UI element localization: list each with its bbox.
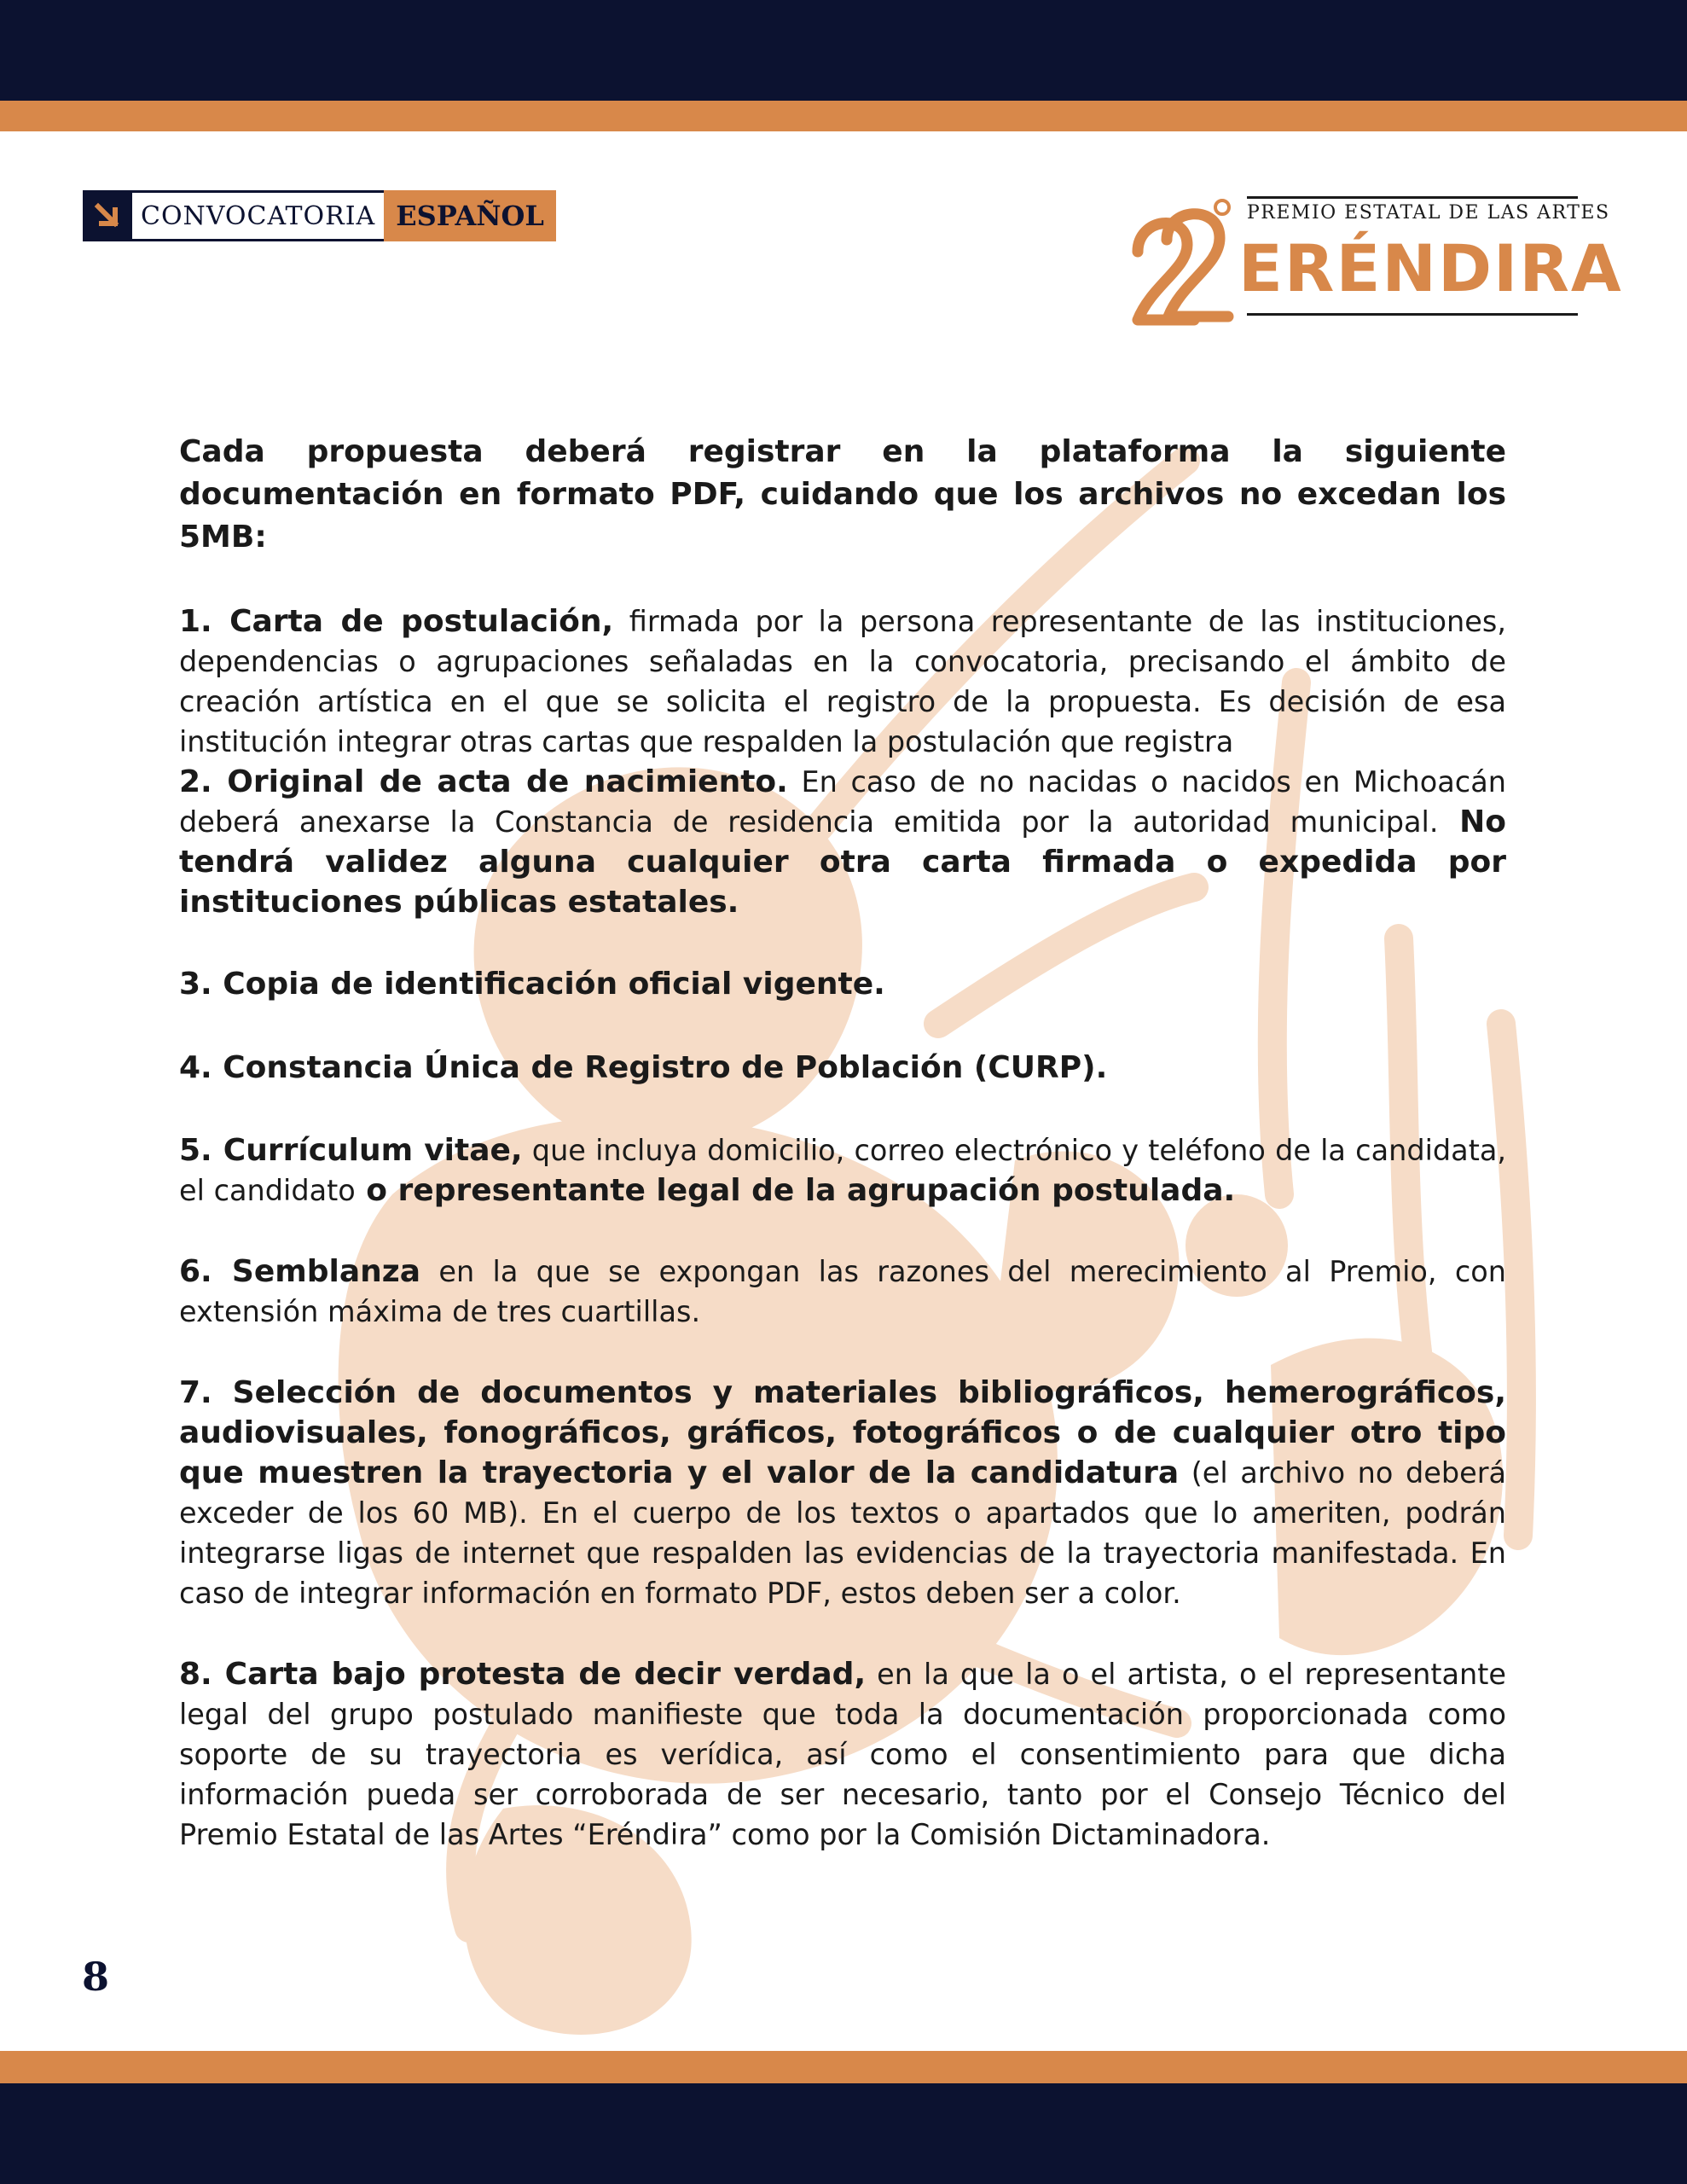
item-4: 4. Constancia Única de Registro de Población (CURP). bbox=[179, 1050, 1108, 1085]
item-1 bbox=[179, 601, 1506, 762]
item-2-text: En caso de no nacidas o nacidos en Michoacán deberá anexarse la Constancia de residencia emitida por la autoridad municipal. bbox=[179, 765, 1506, 839]
item-2-emphasis: No tendrá validez alguna cualquier otra carta firmada o expedida por instituciones públicas estatales. bbox=[179, 804, 1506, 920]
intro-paragraph: Cada propuesta deberá registrar en la plataforma la siguiente documentación en formato PDF, cuidando que los archivos no excedan los 5MB: bbox=[179, 434, 1506, 555]
item-2-heading: 2. Original de acta de nacimiento. bbox=[179, 764, 788, 799]
item-3: 3. Copia de identificación oficial vigente. bbox=[179, 967, 885, 1002]
logo-title: PREMIO ESTATAL DE LAS ARTES bbox=[1247, 202, 1610, 224]
item-6-heading: 6. Semblanza bbox=[179, 1254, 421, 1289]
item-6-text: en la que se expongan las razones del merecimiento al Premio, con extensión máxima de tres cuartillas. bbox=[179, 1255, 1506, 1328]
item-2 bbox=[179, 762, 1506, 922]
item-5-emphasis: o representante legal de la agrupación postulada. bbox=[355, 1173, 1236, 1208]
item-7 bbox=[179, 1373, 1506, 1613]
bottom-navy-bar bbox=[0, 2083, 1687, 2184]
logo-top-rule bbox=[1247, 196, 1578, 199]
logo-22-mark bbox=[1126, 192, 1237, 354]
convocatoria-tab bbox=[83, 190, 556, 241]
item-6 bbox=[179, 1252, 1506, 1332]
logo-bottom-rule bbox=[1247, 313, 1578, 316]
item-8-text: en la que la o el artista, o el representante legal del grupo postulado manifieste que toda la documentación proporcionada como soporte de su trayectoria es verídica, así como el consentimiento para que dicha información pueda ser corroborada de ser necesario, tanto por el Consejo Técnico del Premio Estatal de las Artes “Eréndira” como por la Comisión Dictaminadora. bbox=[179, 1658, 1506, 1851]
top-orange-stripe bbox=[0, 101, 1687, 131]
logo-name: ERÉNDIRA bbox=[1238, 230, 1623, 306]
item-5 bbox=[179, 1130, 1506, 1211]
language-label: ESPAÑOL bbox=[384, 190, 556, 241]
erendira-logo bbox=[1126, 192, 1623, 354]
bottom-orange-stripe bbox=[0, 2051, 1687, 2083]
top-navy-bar bbox=[0, 0, 1687, 101]
document-body bbox=[179, 431, 1506, 1855]
item-5-heading: 5. Currículum vitae, bbox=[179, 1133, 523, 1168]
item-8-heading: 8. Carta bajo protesta de decir verdad, bbox=[179, 1657, 867, 1692]
item-5-text: que incluya domicilio, correo electrónico y teléfono de la candidata, el candidato bbox=[179, 1134, 1507, 1207]
item-8 bbox=[179, 1654, 1506, 1855]
page-number: 8 bbox=[82, 1954, 110, 2000]
item-1-text: firmada por la persona representante de las instituciones, dependencias o agrupaciones señaladas en la convocatoria, precisando el ámbito de creación artística en el que se solicita el registro de la propuesta. Es decisión de esa institución integrar otras cartas que respalden la postulación que registra bbox=[179, 605, 1506, 758]
arrow-down-right-icon bbox=[83, 190, 132, 241]
item-7-text: (el archivo no deberá exceder de los 60 MB). En el cuerpo de los textos o apartados que lo ameriten, podrán integrarse ligas de internet que respalden las evidencias de la trayectoria manifestada. En caso de integrar información en formato PDF, estos deben ser a color. bbox=[179, 1456, 1506, 1610]
convocatoria-label: CONVOCATORIA bbox=[132, 190, 384, 241]
item-7-heading: 7. Selección de documentos y materiales bibliográficos, hemerográficos, audiovisuales, fonográficos, gráficos, fotográficos o de cualquier otro tipo que muestren la trayectoria y el valor de la candidatura bbox=[179, 1375, 1506, 1490]
item-1-heading: 1. Carta de postulación, bbox=[179, 604, 614, 639]
